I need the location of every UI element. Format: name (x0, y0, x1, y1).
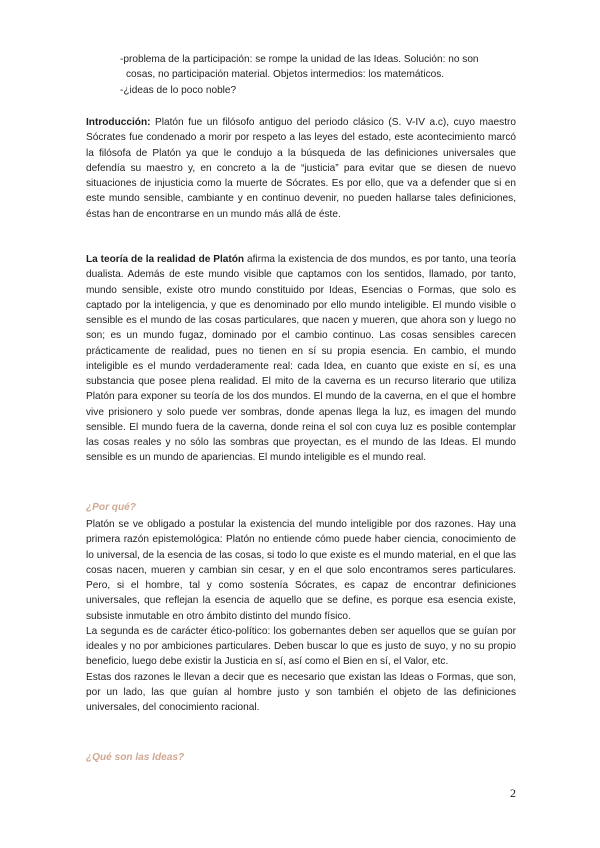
intro-paragraph (86, 115, 516, 222)
theory-text: afirma la existencia de dos mundos, es por tanto, una teoría dualista. Además de este mundo visible que captamos con los sentidos, llamado, por tanto, mundo sensible, existe otro mundo constituido por Ideas, Esencias o Formas, que solo es captado por la inteligencia, y que es denominado por ello mundo inteligible. El mundo visible o sensible es el mundo de las cosas particulares, que nacen y mueren, que ahora son y luego no son; es un mundo fugaz, dominado por el cambio continuo. Las cosas sensibles carecen prácticamente de realidad, pues no tienen en sí su propia esencia. En cambio, el mundo inteligible es el mundo verdaderamente real: cada Idea, en cuanto que existe en sí, es una substancia que posee plena realidad. El mito de la caverna es un recurso literario que utiliza Platón para exponer su teoría de los dos mundos. El mundo de la caverna, en el que el hombre vive prisionero y solo puede ver sombras, donde apenas llega la luz, es imagen del mundo sensible. El mundo fuera de la caverna, donde reina el sol con cuya luz es posible contemplar las cosas reales y no sólo las sombras que proyectan, es el mundo de las Ideas. El mundo sensible es un mundo de apariencias. El mundo inteligible es el mundo real. (86, 254, 516, 464)
why-section (86, 517, 516, 715)
why-paragraph-3: Estas dos razones le llevan a decir que es necesario que existan las Ideas o Formas, que son, por un lado, las que guían al hombre justo y son también el objeto de las definiciones universales, del conocimiento racional. (86, 671, 516, 713)
why-heading: ¿Por qué? (86, 502, 136, 513)
bullet-list (120, 52, 516, 98)
theory-lead: La teoría de la realidad de Platón (86, 254, 245, 265)
intro-text: Platón fue un filósofo antiguo del periodo clásico (S. V-IV a.c), cuyo maestro Sócrates fue condenado a morir por respeto a las leyes del estado, este acontecimiento marcó la filósofa de Platón ya que le condujo a la búsqueda de las definiciones universales que defendía su maestro y, en concreto a la de “justicia” para evitar que se diesen de nuevo situaciones de injusticia como la muerte de Sócrates. Es por ello, que va a defender que si en este mundo sensible, cambiante y en continuo devenir, no pueden hallarse tales definiciones, éstas han de encontrarse en un mundo más allá de éste. (86, 117, 516, 220)
what-heading: ¿Qué son las Ideas? (86, 752, 185, 763)
bullet-item: -problema de la participación: se rompe la unidad de las Ideas. Solución: no son (120, 54, 479, 65)
intro-lead: Introducción: (86, 117, 151, 128)
bullet-item-continuation: cosas, no participación material. Objetos intermedios: los matemáticos. (126, 69, 445, 81)
why-paragraph-2: La segunda es de carácter ético-político: los gobernantes deben ser aquellos que se guían por ideales y no por ambiciones particulares. Deben buscar lo que es justo de suyo, y no su propio beneficio, luego debe existir la Justicia en sí, así como el Bien en sí, el Valor, etc. (86, 625, 516, 668)
page-number: 2 (510, 786, 516, 800)
theory-paragraph (86, 252, 516, 466)
bullet-item: -¿ideas de lo poco noble? (120, 84, 237, 96)
why-paragraph-1: Platón se ve obligado a postular la existencia del mundo inteligible por dos razones. Hay una primera razón epistemológica: Platón no entiende cómo puede haber ciencia, conocimiento de lo universal, de la esencia de las cosas, si todo lo que existe es el mundo material, en el que las cosas nacen, mueren y cambian sin cesar, y en el que solo encontramos seres particulares. Pero, si el hombre, tal y como sostenía Sócrates, es capaz de encontrar definiciones universales, que reflejan la esencia de aquello que se define, es porque esa esencia existe, subsiste inmutable en otro ámbito distinto del mundo físico. (86, 519, 516, 622)
